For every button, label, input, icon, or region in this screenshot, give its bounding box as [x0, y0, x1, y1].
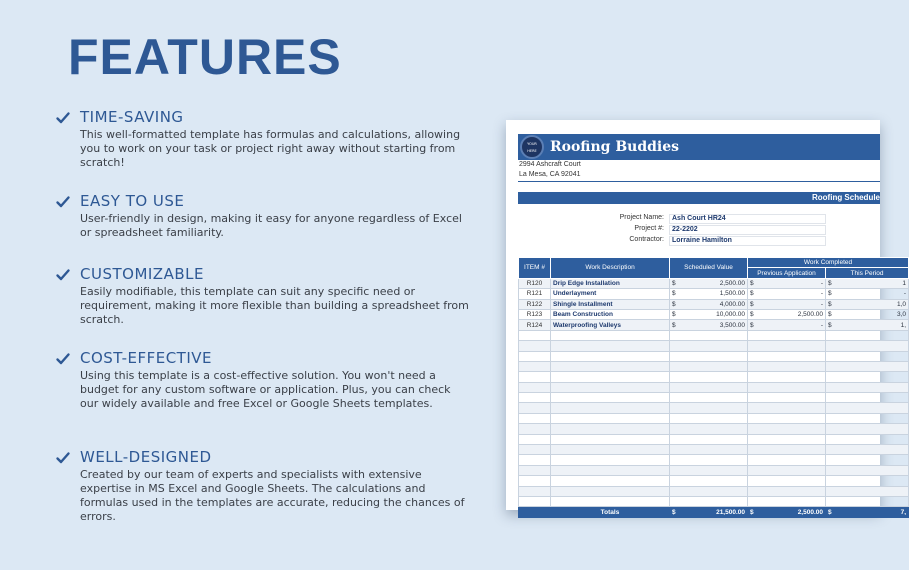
currency-symbol: $ — [672, 311, 676, 319]
company-logo — [520, 135, 544, 159]
empty-row[interactable] — [519, 330, 909, 340]
amount: - — [820, 300, 823, 308]
checkmark-icon — [56, 111, 70, 125]
amount: 2,500.00 — [797, 508, 823, 516]
company-name: Roofing Buddies — [550, 139, 680, 155]
amount: - — [903, 290, 907, 298]
feature-description: Created by our team of experts and specialists with extensive expertise in MS Excel and Google Sheets. The calculations and formulas used in the templates are accurate, reducing the chances of errors. — [80, 468, 465, 523]
totals-label: Totals — [551, 507, 670, 517]
amount: 2,500.00 — [719, 279, 745, 287]
work-description: Waterproofing Valleys — [551, 320, 670, 330]
currency-symbol: $ — [672, 290, 676, 298]
empty-row[interactable] — [519, 393, 909, 403]
previous-application — [748, 309, 826, 319]
divider — [518, 181, 880, 182]
scheduled-value — [670, 278, 748, 288]
this-period — [826, 278, 909, 288]
address-line-1: 2994 Ashcraft Court — [519, 161, 581, 168]
schedule-title: Roofing Schedule — [812, 193, 880, 202]
scheduled-value — [670, 320, 748, 330]
work-description: Drip Edge Installation — [551, 278, 670, 288]
currency-symbol: $ — [672, 321, 676, 329]
empty-row[interactable] — [519, 455, 909, 465]
currency-symbol: $ — [828, 290, 832, 298]
table-row[interactable] — [519, 320, 909, 330]
amount: 1, — [900, 321, 907, 329]
currency-symbol: $ — [750, 279, 754, 287]
feature-title: COST-EFFECTIVE — [80, 349, 213, 367]
table-row[interactable] — [519, 289, 909, 299]
work-description: Underlayment — [551, 289, 670, 299]
feature-title: TIME-SAVING — [80, 108, 184, 126]
contractor-value[interactable]: Lorraine Hamilton — [669, 236, 826, 246]
feature-description: This well-formatted template has formulas and calculations, allowing you to work on your task or project right away without starting from scratch! — [80, 128, 461, 169]
checkmark-icon — [56, 195, 70, 209]
scheduled-value — [670, 309, 748, 319]
amount: 10,000.00 — [716, 311, 745, 319]
currency-symbol: $ — [750, 290, 754, 298]
scheduled-value — [670, 289, 748, 299]
currency-symbol: $ — [750, 321, 754, 329]
empty-row[interactable] — [519, 382, 909, 392]
col-scheduled-value: Scheduled Value — [670, 258, 748, 279]
this-period — [826, 309, 909, 319]
previous-application — [748, 289, 826, 299]
table-row[interactable] — [519, 299, 909, 309]
schedule-table — [518, 257, 909, 518]
amount: 3,0 — [896, 311, 907, 319]
logo-text-top: YOUR — [527, 142, 537, 146]
checkmark-icon — [56, 352, 70, 366]
scheduled-value — [670, 299, 748, 309]
previous-application — [748, 320, 826, 330]
previous-application — [748, 278, 826, 288]
item-code: R123 — [519, 309, 551, 319]
schedule-title-bar — [518, 192, 880, 204]
amount: 7, — [900, 508, 907, 516]
item-code: R122 — [519, 299, 551, 309]
feature-description: User-friendly in design, making it easy for anyone regardless of Excel or spreadsheet familiarity. — [80, 212, 462, 239]
currency-symbol: $ — [828, 311, 832, 319]
table-row[interactable] — [519, 309, 909, 319]
currency-symbol: $ — [672, 300, 676, 308]
empty-row[interactable] — [519, 496, 909, 506]
project-name-value[interactable]: Ash Court HR24 — [669, 214, 826, 224]
currency-symbol: $ — [828, 300, 832, 308]
work-description: Beam Construction — [551, 309, 670, 319]
empty-row[interactable] — [519, 341, 909, 351]
address-line-2: La Mesa, CA 92041 — [519, 171, 581, 178]
currency-symbol: $ — [672, 508, 676, 516]
project-number-label: Project #: — [634, 225, 664, 232]
feature-title: WELL-DESIGNED — [80, 448, 212, 466]
total-scheduled — [670, 507, 748, 517]
empty-row[interactable] — [519, 372, 909, 382]
amount: - — [820, 290, 823, 298]
empty-row[interactable] — [519, 434, 909, 444]
empty-row[interactable] — [519, 361, 909, 371]
contractor-label: Contractor: — [629, 236, 664, 243]
total-previous — [748, 507, 826, 517]
amount: 2,500.00 — [797, 311, 823, 319]
this-period — [826, 289, 909, 299]
total-this-period — [826, 507, 909, 517]
empty-row[interactable] — [519, 351, 909, 361]
table-row[interactable] — [519, 278, 909, 288]
currency-symbol: $ — [828, 321, 832, 329]
empty-row[interactable] — [519, 465, 909, 475]
item-code: R120 — [519, 278, 551, 288]
col-previous-application: Previous Application — [748, 268, 826, 278]
spreadsheet-preview — [506, 120, 907, 516]
totals-row — [519, 507, 909, 517]
checkmark-icon — [56, 451, 70, 465]
feature-description: Using this template is a cost-effective solution. You won't need a budget for any custom software or application. Plus, you can check our widely available and free Excel or Google Sheets templates. — [80, 369, 451, 410]
feature-title: CUSTOMIZABLE — [80, 265, 204, 283]
amount: 4,000.00 — [719, 300, 745, 308]
empty-row[interactable] — [519, 403, 909, 413]
amount: - — [820, 279, 823, 287]
logo-text-bottom: HERE — [527, 149, 537, 153]
currency-symbol: $ — [672, 279, 676, 287]
col-this-period: This Period — [826, 268, 909, 278]
col-description: Work Description — [551, 258, 670, 279]
this-period — [826, 320, 909, 330]
empty-row[interactable] — [519, 413, 909, 423]
amount: 1,500.00 — [719, 290, 745, 298]
amount: 1 — [902, 279, 907, 287]
empty-row[interactable] — [519, 445, 909, 455]
previous-application — [748, 299, 826, 309]
empty-row[interactable] — [519, 424, 909, 434]
item-code: R121 — [519, 289, 551, 299]
amount: 1,0 — [896, 300, 907, 308]
feature-title: EASY TO USE — [80, 192, 185, 210]
work-description: Shingle Installment — [551, 299, 670, 309]
this-period — [826, 299, 909, 309]
currency-symbol: $ — [750, 311, 754, 319]
col-item: ITEM # — [519, 258, 551, 279]
project-name-label: Project Name: — [619, 214, 664, 221]
project-number-value[interactable]: 22-2202 — [669, 225, 826, 235]
amount: 3,500.00 — [719, 321, 745, 329]
empty-row[interactable] — [519, 486, 909, 496]
feature-description: Easily modifiable, this template can suit any specific need or requirement, making it more flexible than building a spreadsheet from scratch. — [80, 285, 469, 326]
currency-symbol: $ — [828, 508, 832, 516]
currency-symbol: $ — [828, 279, 832, 287]
amount: - — [820, 321, 823, 329]
amount: 21,500.00 — [716, 508, 745, 516]
currency-symbol: $ — [750, 508, 754, 516]
col-work-completed: Work Completed — [748, 258, 909, 268]
item-code: R124 — [519, 320, 551, 330]
currency-symbol: $ — [750, 300, 754, 308]
empty-row[interactable] — [519, 476, 909, 486]
checkmark-icon — [56, 268, 70, 282]
page-title: FEATURES — [68, 29, 342, 85]
